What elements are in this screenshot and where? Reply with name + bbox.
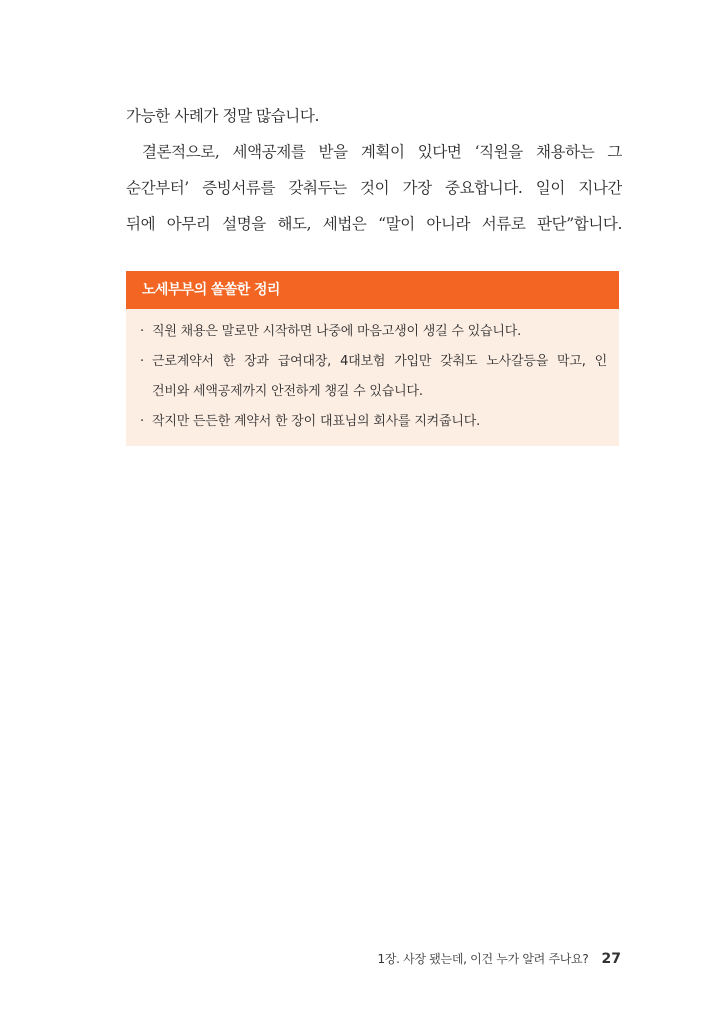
bullet-icon: · [140,324,144,339]
summary-item [136,407,607,437]
page-number: 27 [601,951,621,967]
summary-item-text: 직원 채용은 말로만 시작하면 나중에 마음고생이 생길 수 있습니다. [152,324,522,339]
bullet-icon: · [140,414,144,429]
body-line-1: 가능한 사례가 정말 많습니다. [126,107,319,125]
summary-item [136,317,607,347]
page-footer [378,946,621,970]
summary-item-text: 작지만 든든한 계약서 한 장이 대표님의 회사를 지켜줍니다. [152,414,481,429]
summary-item [136,347,607,407]
chapter-title: 1장. 사장 됐는데, 이건 누가 알려 주나요? [377,952,589,966]
body-line-2: 결론적으로, 세액공제를 받을 계획이 있다면 ‘직원을 채용하는 그 [142,143,622,161]
body-line-4: 뒤에 아무리 설명을 해도, 세법은 “말이 아니라 서류로 판단”합니다. [126,215,622,233]
summary-item-text: 근로계약서 한 장과 급여대장, 4대보험 가입만 갖춰도 노사갈등을 막고, 인 [152,354,607,369]
summary-item-text: 건비와 세액공제까지 안전하게 챙길 수 있습니다. [152,384,423,399]
summary-list [126,309,619,437]
summary-title: 노세부부의 쏠쏠한 정리 [126,271,619,309]
body-text [126,98,622,242]
body-line-3: 순간부터’ 증빙서류를 갖춰두는 것이 가장 중요합니다. 일이 지나간 [126,179,622,197]
summary-box [126,271,619,446]
bullet-icon: · [140,354,144,369]
